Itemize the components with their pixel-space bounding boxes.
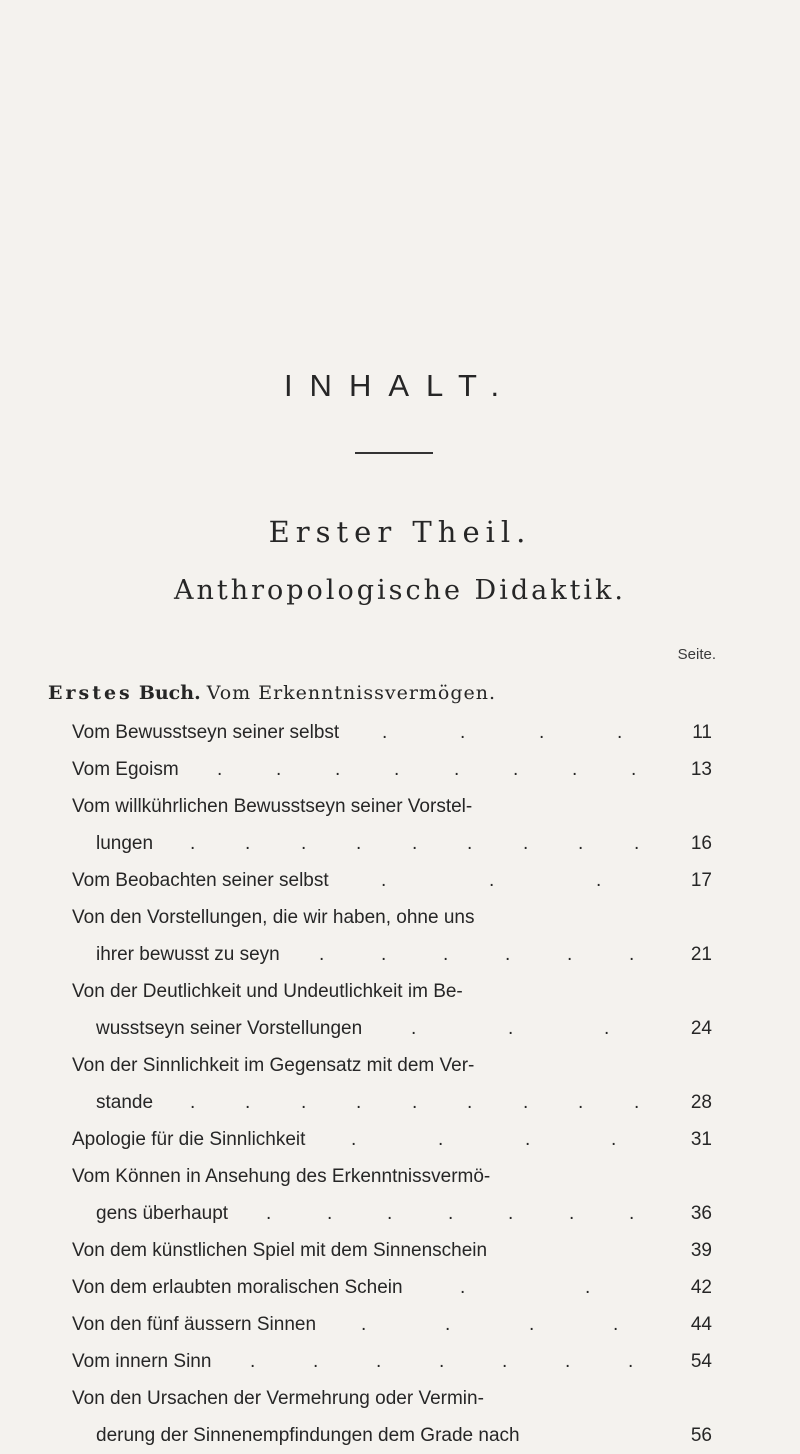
toc-entry-text: Vom Egoism [72, 759, 179, 780]
toc-entry-line [0, 1232, 800, 1269]
toc-entry-text: Von der Deutlichkeit und Undeutlichkeit im Be- [72, 981, 463, 1002]
toc-entry-line: Vom Bewusstseyn seiner selbst . . . . 11 [0, 714, 800, 751]
toc-entry-line: Apologie für die Sinnlichkeit . . . . 31 [0, 1121, 800, 1158]
toc-entry-line [0, 973, 800, 1010]
book-heading-label-2: Buch. [138, 682, 201, 704]
page-title: INHALT. [283, 368, 517, 403]
toc-entry-text: Von dem künstlichen Spiel mit dem Sinnenschein [72, 1240, 488, 1261]
toc-page-number: 28 [690, 1092, 712, 1113]
toc-page-number: 54 [690, 1351, 712, 1372]
toc-entry-text: Vom Beobachten seiner selbst [72, 870, 329, 891]
toc-entry-line: stande . . . . . . . . . 28 [0, 1084, 800, 1121]
toc-entry-line: Vom Egoism . . . . . . . . 13 [0, 751, 800, 788]
toc-entry [0, 714, 800, 751]
toc-entry-line: lungen . . . . . . . . . 16 [0, 825, 800, 862]
table-of-contents [0, 714, 800, 1454]
toc-entry [0, 973, 800, 1047]
toc-entry-text: Vom innern Sinn [72, 1351, 212, 1372]
toc-entry-line: ihrer bewusst zu seyn . . . . . . 21 [0, 936, 800, 973]
toc-page-number: 17 [690, 870, 712, 891]
toc-entry [0, 1306, 800, 1343]
toc-entry-line [0, 788, 800, 825]
toc-entry-line: Vom innern Sinn . . . . . . . 54 [0, 1343, 800, 1380]
toc-entry [0, 1380, 800, 1454]
toc-entry-text: gens überhaupt [96, 1203, 229, 1224]
toc-entry [0, 1269, 800, 1306]
toc-entry-line [0, 1417, 800, 1454]
toc-page-number: 16 [690, 833, 712, 854]
toc-entry-text: stande [96, 1092, 154, 1113]
book-heading-title: Vom Erkenntnissvermögen. [206, 682, 497, 704]
toc-entry [0, 1047, 800, 1121]
toc-entry [0, 1232, 800, 1269]
toc-entry [0, 1343, 800, 1380]
book-heading-label: Erstes [48, 682, 133, 704]
toc-page-number: 44 [690, 1314, 712, 1335]
part-subtitle: Anthropologische Didaktik. [173, 575, 627, 606]
toc-entry-line: Von den fünf äussern Sinnen . . . . 44 [0, 1306, 800, 1343]
toc-entry-text: Vom willkührlichen Bewusstseyn seiner Vorstel- [72, 796, 473, 817]
toc-page-number: 39 [690, 1240, 712, 1261]
toc-entry-text: wusstseyn seiner Vorstellungen [96, 1018, 363, 1039]
book-heading [48, 682, 496, 704]
toc-entry-line [0, 1158, 800, 1195]
toc-entry [0, 788, 800, 862]
toc-entry-text: Von der Sinnlichkeit im Gegensatz mit dem Ver- [72, 1055, 475, 1076]
toc-page-number: 13 [690, 759, 712, 780]
toc-entry [0, 899, 800, 973]
toc-entry-line [0, 899, 800, 936]
toc-page-number: 21 [690, 944, 712, 965]
toc-entry [0, 862, 800, 899]
toc-entry-text: Von den fünf äussern Sinnen [72, 1314, 317, 1335]
toc-entry-line [0, 1380, 800, 1417]
toc-entry-line [0, 1047, 800, 1084]
toc-entry-line: Von dem erlaubten moralischen Schein . . 42 [0, 1269, 800, 1306]
toc-page-number: 24 [690, 1018, 712, 1039]
toc-page-number: 36 [690, 1203, 712, 1224]
toc-entry-line: gens überhaupt . . . . . . . 36 [0, 1195, 800, 1232]
toc-entry [0, 1158, 800, 1232]
toc-page-number: 11 [692, 722, 712, 743]
toc-entry [0, 1121, 800, 1158]
toc-entry-text: Apologie für die Sinnlichkeit [72, 1129, 306, 1150]
title-divider [355, 452, 433, 454]
part-heading: Erster Theil. [268, 515, 532, 549]
toc-entry-text: Vom Bewusstseyn seiner selbst [72, 722, 340, 743]
toc-entry [0, 751, 800, 788]
toc-entry-text: derung der Sinnenempfindungen dem Grade nach [96, 1425, 520, 1446]
toc-page-number: 31 [690, 1129, 712, 1150]
page-column-header: Seite. [677, 646, 716, 663]
toc-page-number: 42 [690, 1277, 712, 1298]
toc-page-number: 56 [690, 1425, 712, 1446]
toc-entry-line: Vom Beobachten seiner selbst . . . 17 [0, 862, 800, 899]
toc-entry-text: Vom Können in Ansehung des Erkenntnissvermö- [72, 1166, 491, 1187]
toc-entry-text: Von dem erlaubten moralischen Schein [72, 1277, 403, 1298]
toc-entry-text: Von den Ursachen der Vermehrung oder Vermin- [72, 1388, 484, 1409]
toc-entry-line: wusstseyn seiner Vorstellungen . . . 24 [0, 1010, 800, 1047]
toc-entry-text: lungen [96, 833, 154, 854]
toc-entry-text: ihrer bewusst zu seyn [96, 944, 280, 965]
toc-entry-text: Von den Vorstellungen, die wir haben, ohne uns [72, 907, 475, 928]
